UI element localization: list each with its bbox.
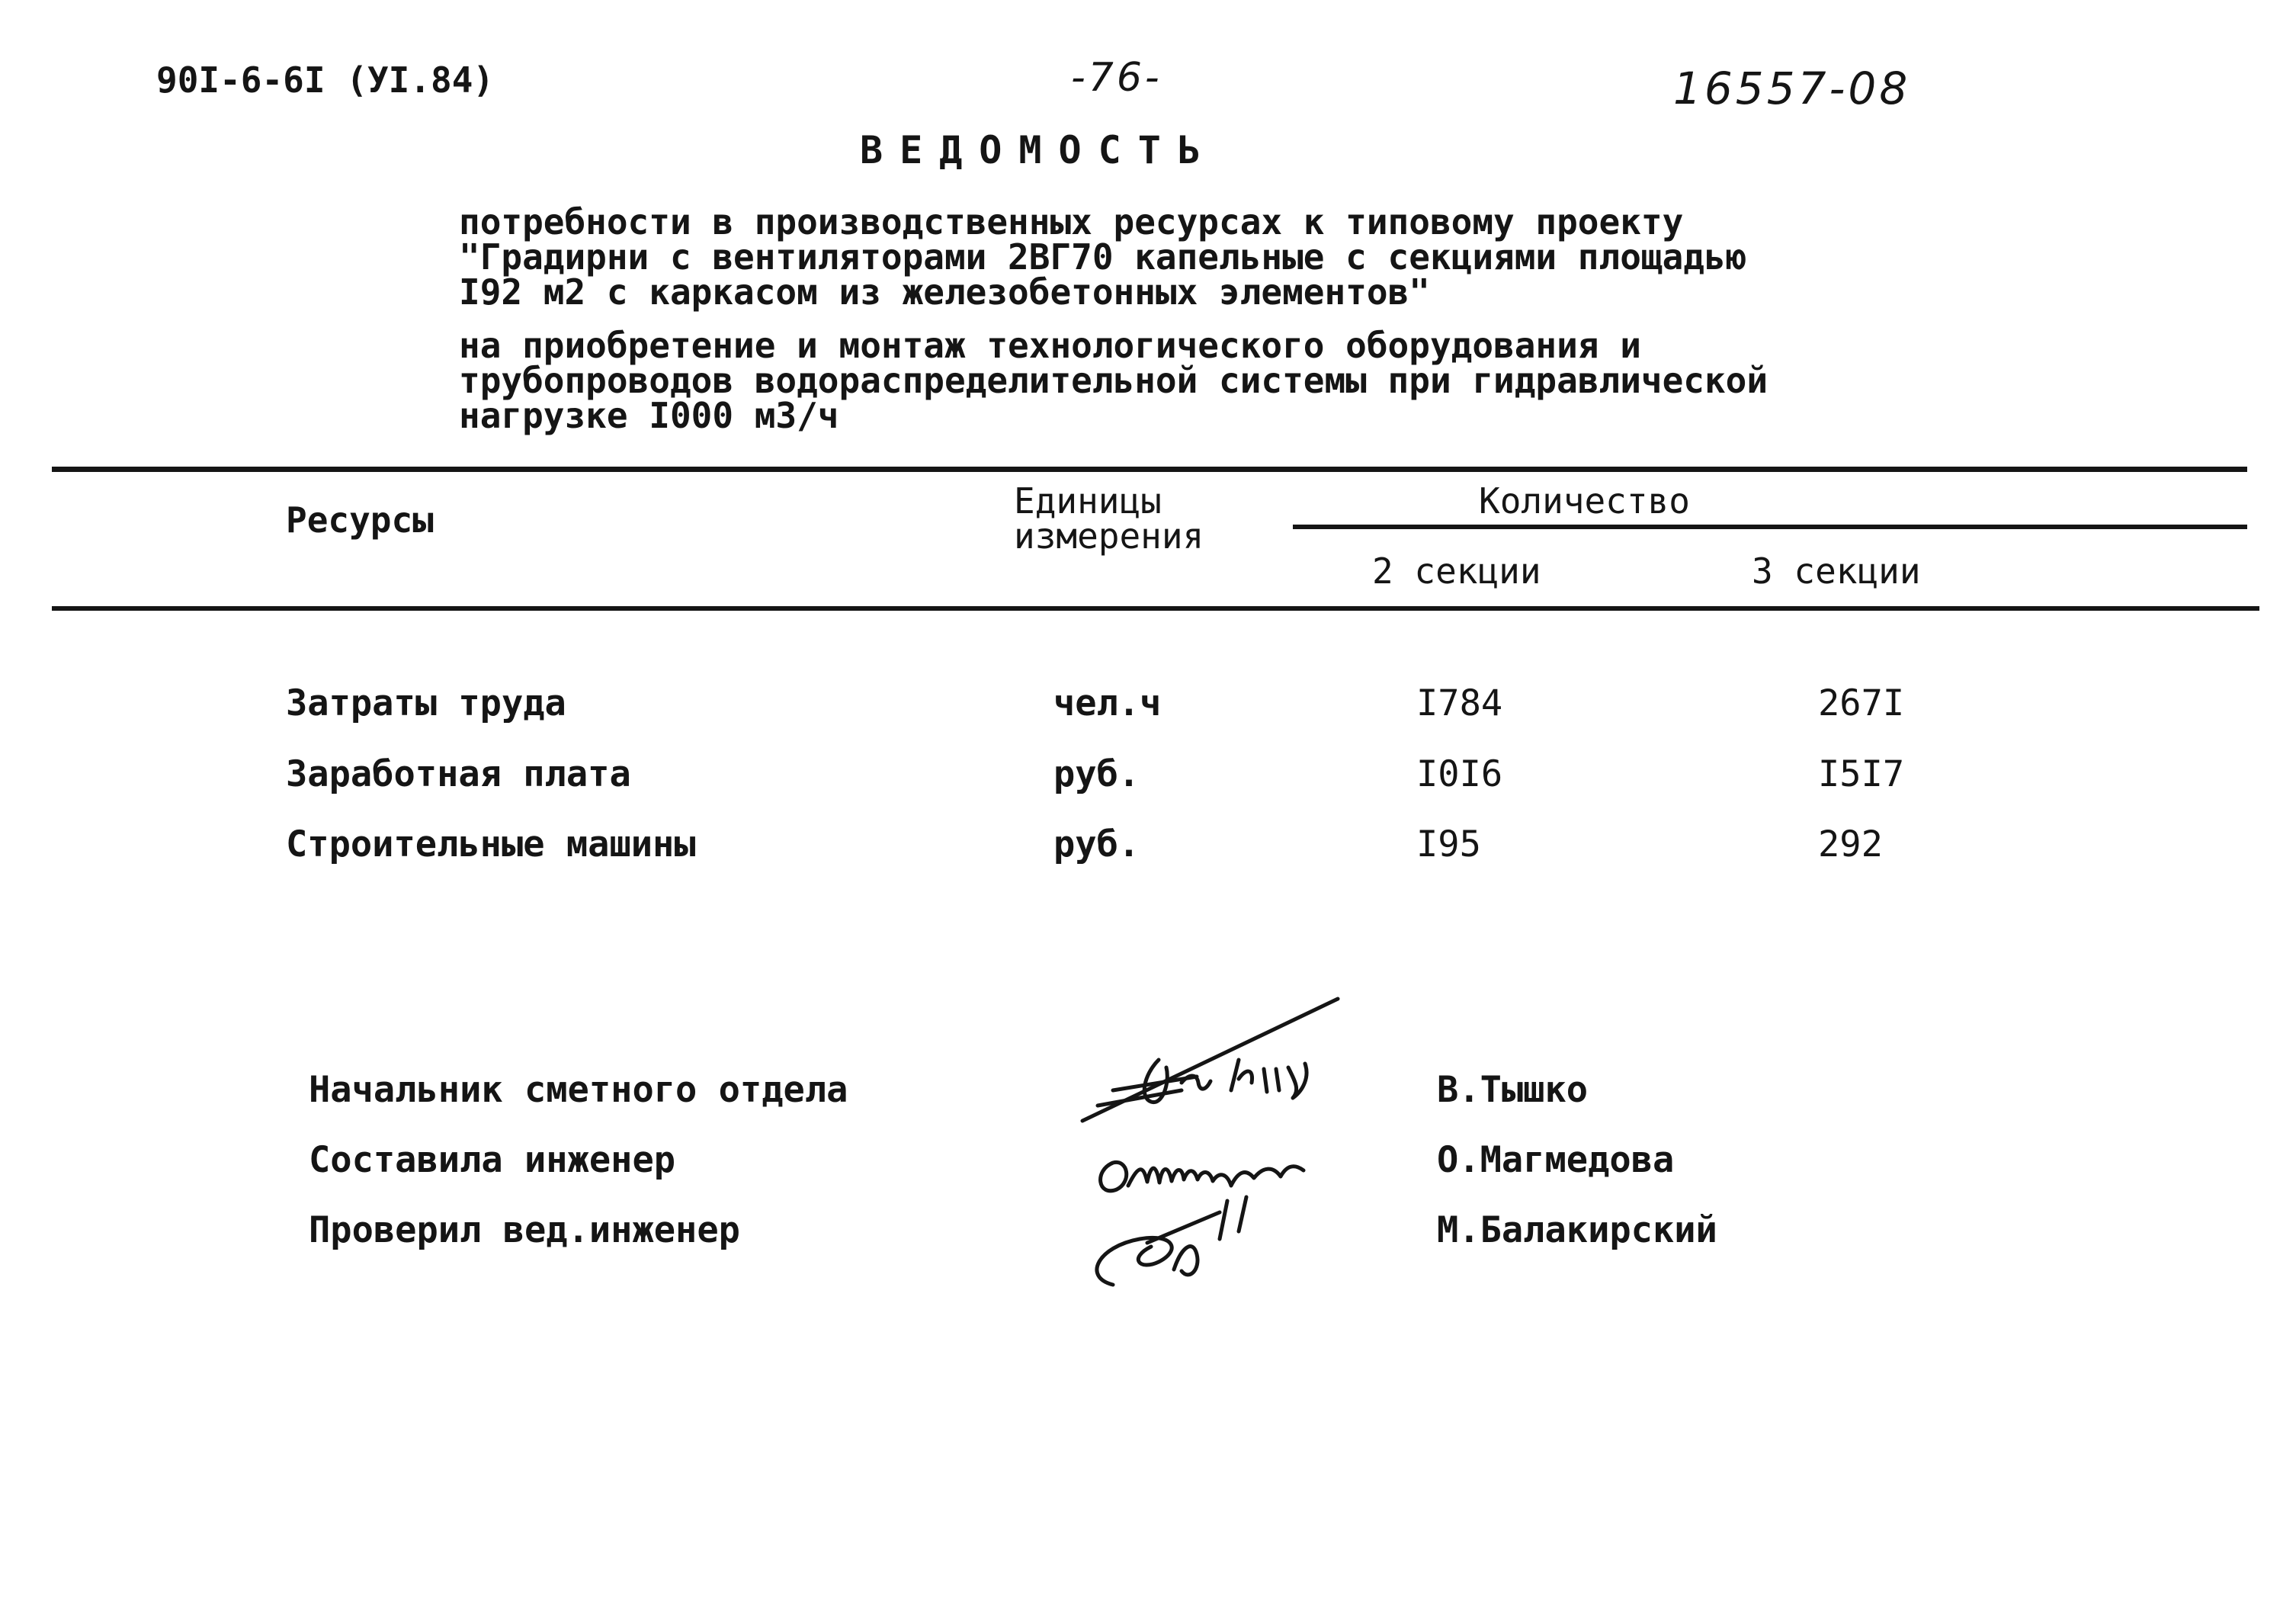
description-line: на приобретение и монтаж технологического оборудования и [459, 325, 1641, 366]
signatory-role: Начальник сметного отдела [309, 1069, 848, 1111]
signatory-role: Составила инженер [309, 1139, 676, 1181]
cell-3-sections: 292 [1818, 823, 1883, 865]
table-top-rule [52, 467, 2247, 472]
column-header-quantity: Количество [1479, 480, 1690, 522]
description-line: I92 м2 с каркасом из железобетонных элементов" [459, 271, 1430, 313]
quantity-group-rule [1293, 525, 2247, 529]
signatory-role: Проверил вед.инженер [309, 1209, 740, 1251]
column-header-units-line2: измерения [1014, 515, 1204, 557]
column-header-3-sections: 3 секции [1752, 550, 1921, 592]
cell-resource: Затраты труда [286, 682, 566, 724]
description-line: нагрузке I000 м3/ч [459, 395, 839, 436]
cell-3-sections: 267I [1818, 682, 1905, 724]
cell-unit: руб. [1053, 823, 1140, 865]
handwritten-signature-3 [1067, 1186, 1311, 1300]
cell-3-sections: I5I7 [1818, 753, 1905, 795]
column-header-units: Единицы [1014, 480, 1162, 522]
page-number: -76- [1071, 55, 1162, 101]
page-title: ВЕДОМОСТЬ [860, 128, 1217, 172]
table-header-bottom-rule [52, 606, 2259, 611]
description-line: потребности в производственных ресурсах к типовому проекту [459, 201, 1684, 242]
handwritten-signature-1 [1067, 984, 1357, 1136]
column-header-resources: Ресурсы [286, 499, 434, 541]
cell-unit: чел.ч [1053, 682, 1162, 724]
signatory-name: М.Балакирский [1437, 1209, 1717, 1251]
inventory-number: 16557-08 [1673, 63, 1911, 114]
description-line: трубопроводов водораспределительной системы при гидравлической [459, 360, 1768, 401]
cell-2-sections: I0I6 [1416, 753, 1503, 795]
column-header-2-sections: 2 секции [1372, 550, 1541, 592]
signatory-name: В.Тышко [1437, 1069, 1589, 1111]
cell-unit: руб. [1053, 753, 1140, 795]
cell-resource: Заработная плата [286, 753, 631, 795]
description-line: "Градирни с вентиляторами 2ВГ70 капельные с секциями площадью [459, 236, 1747, 278]
cell-resource: Строительные машины [286, 823, 696, 865]
cell-2-sections: I95 [1416, 823, 1481, 865]
cell-2-sections: I784 [1416, 682, 1503, 724]
document-code: 90I-6-6I (УI.84) [156, 59, 495, 101]
signatory-name: О.Магмедова [1437, 1139, 1675, 1181]
